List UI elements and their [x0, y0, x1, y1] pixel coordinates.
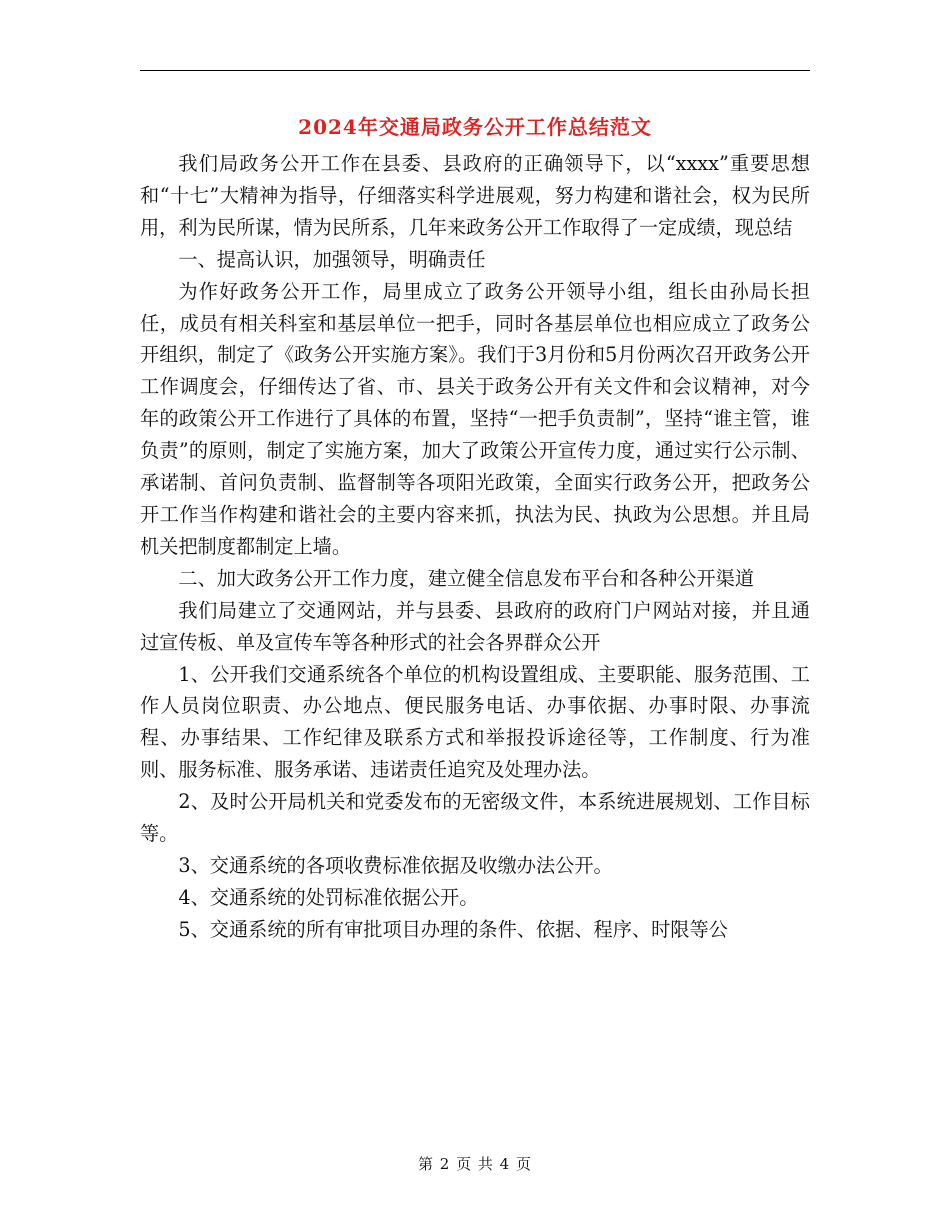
header-rule	[140, 70, 810, 71]
list-item: 4、交通系统的处罚标准依据公开。	[178, 885, 479, 909]
page-footer: 第 2 页 共 4 页	[418, 1155, 532, 1173]
document-body	[140, 148, 810, 946]
list-item: 3、交通系统的各项收费标准依据及收缴办法公开。	[178, 853, 613, 877]
section-heading: 一、提高认识，加强领导，明确责任	[178, 247, 486, 271]
paragraph: 我们局政务公开工作在县委、县政府的正确领导下，以“xxxx”重要思想和“十七”大精神为指导，仔细落实科学进展观，努力构建和谐社会，权为民所用，利为民所谋，情为民所系，几年来政务公开工作取得了一定成绩，现总结	[140, 152, 810, 239]
list-item: 1、公开我们交通系统各个单位的机构设置组成、主要职能、服务范围、工作人员岗位职责、办公地点、便民服务电话、办事依据、办事时限、办事流程、办事结果、工作纪律及联系方式和举报投诉途径等，工作制度、行为准则、服务标准、服务承诺、违诺责任追究及处理办法。	[140, 662, 810, 782]
list-item: 2、及时公开局机关和党委发布的无密级文件，本系统进展规划、工作目标等。	[140, 790, 810, 846]
paragraph: 我们局建立了交通网站，并与县委、县政府的政府门户网站对接，并且通过宣传板、单及宣传车等各种形式的社会各界群众公开	[140, 598, 810, 654]
paragraph: 为作好政务公开工作，局里成立了政务公开领导小组，组长由孙局长担任，成员有相关科室和基层单位一把手，同时各基层单位也相应成立了政务公开组织，制定了《政务公开实施方案》。我们于3月份和5月份两次召开政务公开工作调度会，仔细传达了省、市、县关于政务公开有关文件和会议精神，对今年的政策公开工作进行了具体的布置，坚持“一把手负责制”，坚持“谁主管，谁负责”的原则，制定了实施方案，加大了政策公开宣传力度，通过实行公示制、承诺制、首问负责制、监督制等各项阳光政策，全面实行政务公开，把政务公开工作当作构建和谐社会的主要内容来抓，执法为民、执政为公思想。并且局机关把制度都制定上墙。	[140, 279, 810, 558]
document-title: 2024年交通局政务公开工作总结范文	[298, 115, 652, 139]
section-heading: 二、加大政务公开工作力度，建立健全信息发布平台和各种公开渠道	[178, 566, 755, 590]
list-item: 5、交通系统的所有审批项目办理的条件、依据、程序、时限等公	[178, 917, 728, 941]
